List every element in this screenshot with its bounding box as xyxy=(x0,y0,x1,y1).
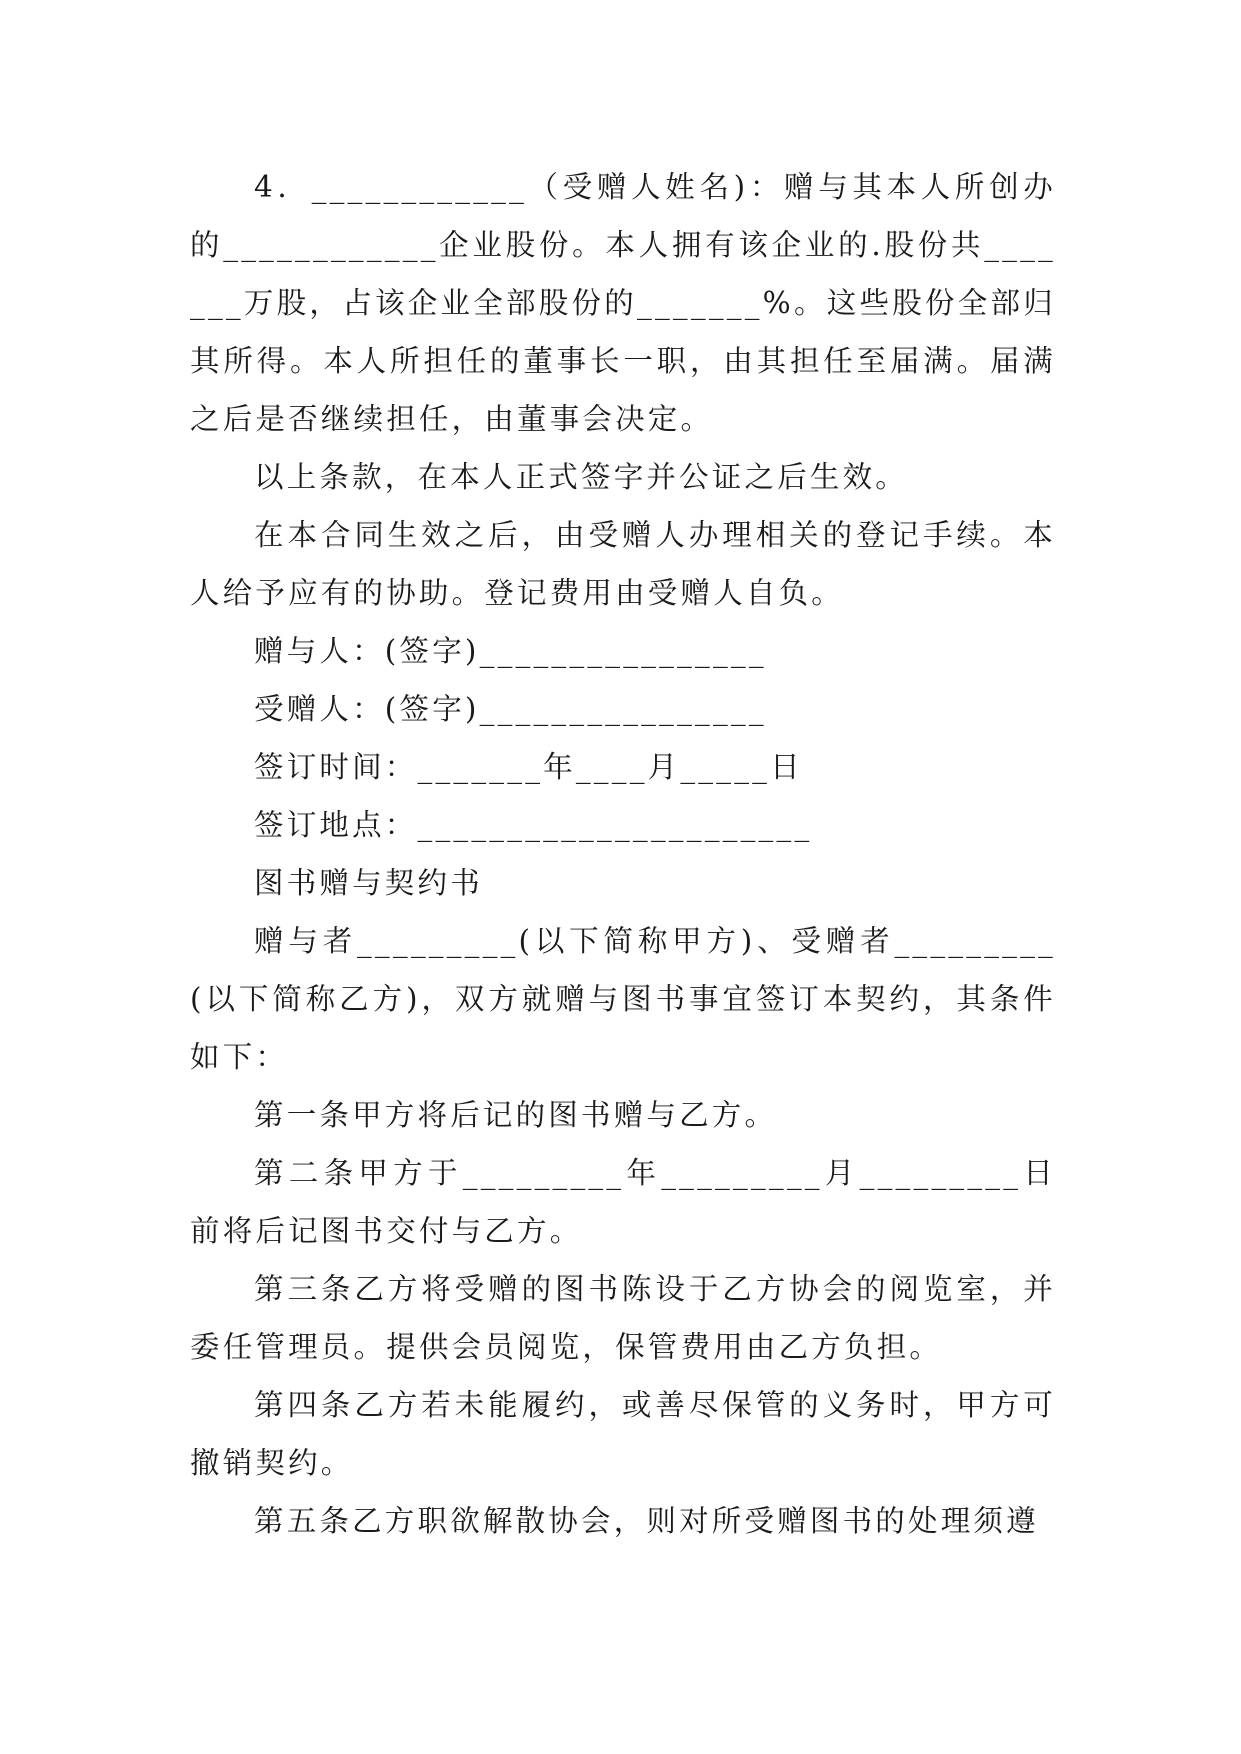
donor-signature-line: 赠与人：(签字)________________ xyxy=(254,634,767,668)
article-5: 第五条乙方职欲解散协会，则对所受赠图书的处理须遵 xyxy=(254,1504,1039,1538)
document-body xyxy=(190,158,1056,1550)
article-3: 第三条乙方将受赠的图书陈设于乙方协会的阅览室，并委任管理员。提供会员阅览，保管费用由乙方负担。 xyxy=(190,1272,1056,1364)
paragraph-registration: 在本合同生效之后，由受赠人办理相关的登记手续。本人给予应有的协助。登记费用由受赠人自负。 xyxy=(190,518,1056,610)
donee-signature-line: 受赠人：(签字)________________ xyxy=(254,692,767,726)
article-2: 第二条甲方于_________年_________月_________日前将后记图书交付与乙方。 xyxy=(190,1156,1056,1248)
signing-date-line: 签订时间：_______年____月_____日 xyxy=(254,750,803,784)
signing-place-line: 签订地点：______________________ xyxy=(254,808,813,842)
article-4: 第四条乙方若未能履约，或善尽保管的义务时，甲方可撤销契约。 xyxy=(190,1388,1056,1480)
paragraph-effective-condition: 以上条款，在本人正式签字并公证之后生效。 xyxy=(254,460,909,494)
book-contract-title: 图书赠与契约书 xyxy=(254,866,483,900)
article-1: 第一条甲方将后记的图书赠与乙方。 xyxy=(254,1098,778,1132)
paragraph-share-gift-clause: 4．____________（受赠人姓名)：赠与其本人所创办的____________企业股份。本人拥有该企业的.股份共_______万股，占该企业全部股份的_______%。这些股份全部归其所得。本人所担任的董事长一职，由其担任至届满。届满之后是否继续担任，由董事会决定。 xyxy=(190,170,1056,436)
paragraph-parties: 赠与者_________(以下简称甲方)、受赠者_________(以下简称乙方)，双方就赠与图书事宜签订本契约，其条件如下： xyxy=(190,924,1056,1074)
